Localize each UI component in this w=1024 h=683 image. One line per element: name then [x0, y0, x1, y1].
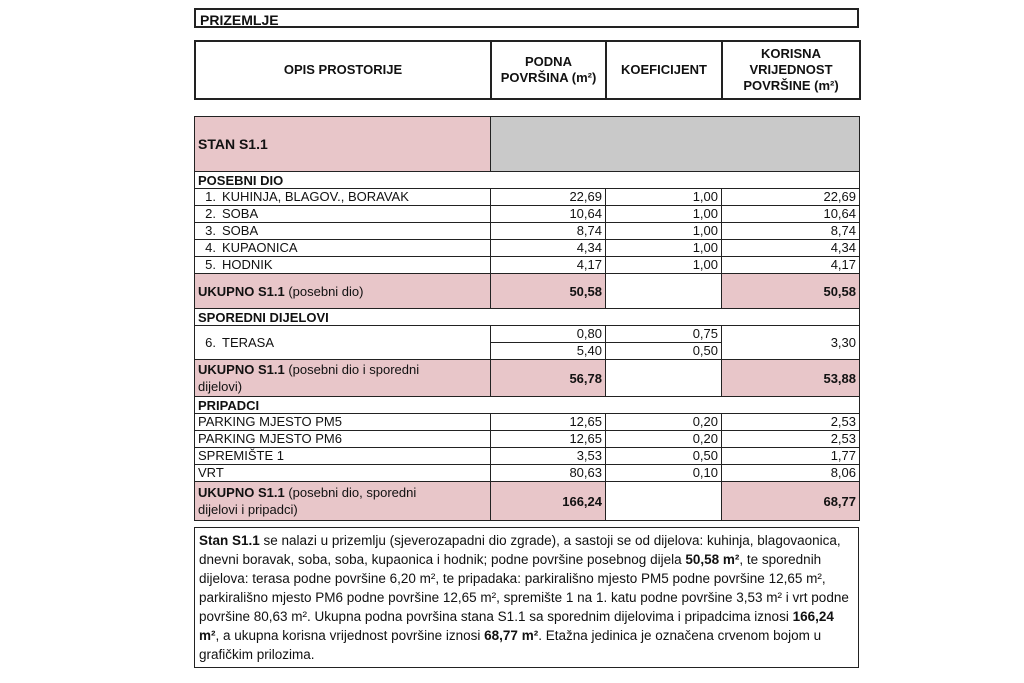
total-label-bold: UKUPNO S1.1	[198, 485, 285, 500]
room-label: KUHINJA, BLAGOV., BORAVAK	[222, 189, 409, 204]
table-row	[195, 448, 860, 465]
header-coefficient: KOEFICIJENT	[606, 41, 722, 99]
table-row	[195, 223, 860, 240]
room-coefficient: 1,00	[606, 223, 722, 240]
room-name	[195, 257, 491, 274]
terrace-area-2: 5,40	[491, 343, 606, 360]
section-posebni-title: POSEBNI DIO	[195, 172, 860, 189]
unit-row	[195, 117, 860, 172]
item-area: 80,63	[491, 465, 606, 482]
terrace-row-1	[195, 326, 860, 343]
terrace-label: TERASA	[222, 334, 275, 350]
total-label	[195, 274, 491, 309]
description-paragraph	[194, 527, 859, 668]
item-name: SPREMIŠTE 1	[195, 448, 491, 465]
room-name	[195, 189, 491, 206]
room-useful: 4,34	[722, 240, 860, 257]
total-label	[195, 360, 491, 397]
header-useful-line1: KORISNA	[761, 46, 821, 61]
item-name: PARKING MJESTO PM5	[195, 414, 491, 431]
room-area: 4,17	[491, 257, 606, 274]
description-text: se nalazi u prizemlju (sjeverozapadni dio zgrade), a sastoji se od dijelova: kuhinja, blagovaonica, dnevni boravak, soba, soba, kupaonica i hodnik; podne površine posebnog dijela	[199, 533, 841, 567]
item-useful: 2,53	[722, 414, 860, 431]
section-posebni	[195, 172, 860, 189]
header-row	[195, 41, 860, 99]
unit-name: STAN S1.1	[195, 117, 491, 172]
total-coefficient-empty	[606, 360, 722, 397]
total-useful: 50,58	[722, 274, 860, 309]
item-useful: 8,06	[722, 465, 860, 482]
table-row	[195, 414, 860, 431]
item-coefficient: 0,20	[606, 431, 722, 448]
terrace-name	[195, 326, 491, 360]
room-number: 3.	[205, 223, 216, 238]
room-coefficient: 1,00	[606, 189, 722, 206]
room-area: 10,64	[491, 206, 606, 223]
room-area: 4,34	[491, 240, 606, 257]
terrace-useful: 3,30	[722, 326, 860, 360]
item-area: 3,53	[491, 448, 606, 465]
item-coefficient: 0,10	[606, 465, 722, 482]
total-area: 56,78	[491, 360, 606, 397]
total-area: 166,24	[491, 482, 606, 521]
section-pripadci	[195, 397, 860, 414]
room-label: SOBA	[222, 206, 259, 221]
room-coefficient: 1,00	[606, 240, 722, 257]
room-number: 2.	[205, 206, 216, 221]
description-text: , te sporednih dijelova: terasa podne površine 6,20 m², te pripadaka: parkirališno mjesto PM5 podne površine 12,65 m², parkirališno mjesto PM6 podne površine 12,65 m², spremište 1 na 1. katu podne površine 3,53 m² i vrt podne površine 80,63 m². Ukupna podna površina stana S1.1 sa sporednim dijelovima i pripadcima iznosi	[199, 552, 849, 624]
terrace-coefficient-2: 0,50	[606, 343, 722, 360]
header-table	[194, 40, 861, 100]
total-useful: 68,77	[722, 482, 860, 521]
room-label: KUPAONICA	[222, 240, 298, 255]
terrace-coefficient-1: 0,75	[606, 326, 722, 343]
room-number: 4.	[205, 240, 216, 255]
total-row-posebni	[195, 274, 860, 309]
item-coefficient: 0,20	[606, 414, 722, 431]
header-floor-area	[491, 41, 606, 99]
total-coefficient-empty	[606, 482, 722, 521]
total-label-sub2: dijelovi)	[198, 379, 243, 394]
document	[194, 8, 859, 668]
total-area: 50,58	[491, 274, 606, 309]
total-useful: 53,88	[722, 360, 860, 397]
header-description: OPIS PROSTORIJE	[195, 41, 491, 99]
description-text: , a ukupna korisna vrijednost površine iznosi	[215, 628, 485, 643]
description-area-bold: 50,58 m²	[685, 552, 740, 567]
room-useful: 10,64	[722, 206, 860, 223]
area-table	[194, 116, 860, 521]
item-useful: 1,77	[722, 448, 860, 465]
room-label: HODNIK	[222, 257, 273, 272]
total-label-bold: UKUPNO S1.1	[198, 362, 285, 377]
description-text: . Etažna jedinica je označena crvenom bojom u grafičkim prilozima.	[199, 628, 822, 662]
room-name	[195, 240, 491, 257]
room-number: 5.	[205, 257, 216, 272]
item-name: VRT	[195, 465, 491, 482]
room-area: 22,69	[491, 189, 606, 206]
section-sporedni	[195, 309, 860, 326]
floor-title: PRIZEMLJE	[194, 8, 859, 28]
room-useful: 8,74	[722, 223, 860, 240]
item-area: 12,65	[491, 431, 606, 448]
table-row	[195, 431, 860, 448]
terrace-area-1: 0,80	[491, 326, 606, 343]
header-floor-area-line2: POVRŠINA (m²)	[500, 70, 597, 85]
total-row-sporedni	[195, 360, 860, 397]
room-useful: 4,17	[722, 257, 860, 274]
room-useful: 22,69	[722, 189, 860, 206]
room-coefficient: 1,00	[606, 257, 722, 274]
header-useful-line2: VRIJEDNOST	[749, 62, 833, 77]
room-number: 1.	[205, 189, 216, 204]
total-label-sub: (posebni dio)	[284, 283, 364, 299]
room-name	[195, 206, 491, 223]
total-coefficient-empty	[606, 274, 722, 309]
item-area: 12,65	[491, 414, 606, 431]
total-label-sub: (posebni dio i sporedni	[284, 362, 420, 377]
header-useful-value	[722, 41, 860, 99]
table-row	[195, 206, 860, 223]
terrace-number: 6.	[205, 334, 216, 350]
item-name: PARKING MJESTO PM6	[195, 431, 491, 448]
unit-grey-cell	[491, 117, 860, 172]
total-label	[195, 482, 491, 521]
section-sporedni-title: SPOREDNI DIJELOVI	[195, 309, 860, 326]
description-unit: Stan S1.1	[199, 533, 260, 548]
room-label: SOBA	[222, 223, 259, 238]
item-useful: 2,53	[722, 431, 860, 448]
description-useful-bold: 68,77 m²	[484, 628, 539, 643]
room-area: 8,74	[491, 223, 606, 240]
table-row	[195, 257, 860, 274]
room-coefficient: 1,00	[606, 206, 722, 223]
total-label-bold: UKUPNO S1.1	[198, 283, 285, 299]
table-row	[195, 465, 860, 482]
table-row	[195, 189, 860, 206]
room-name	[195, 223, 491, 240]
table-row	[195, 240, 860, 257]
section-pripadci-title: PRIPADCI	[195, 397, 860, 414]
header-floor-area-line1: PODNA	[525, 54, 572, 69]
total-label-sub2: dijelovi i pripadci)	[198, 502, 298, 517]
total-row-pripadci	[195, 482, 860, 521]
description-total-bold: 166,24 m²	[199, 609, 834, 643]
total-label-sub: (posebni dio, sporedni	[284, 485, 417, 500]
header-useful-line3: POVRŠINE (m²)	[743, 78, 839, 93]
item-coefficient: 0,50	[606, 448, 722, 465]
